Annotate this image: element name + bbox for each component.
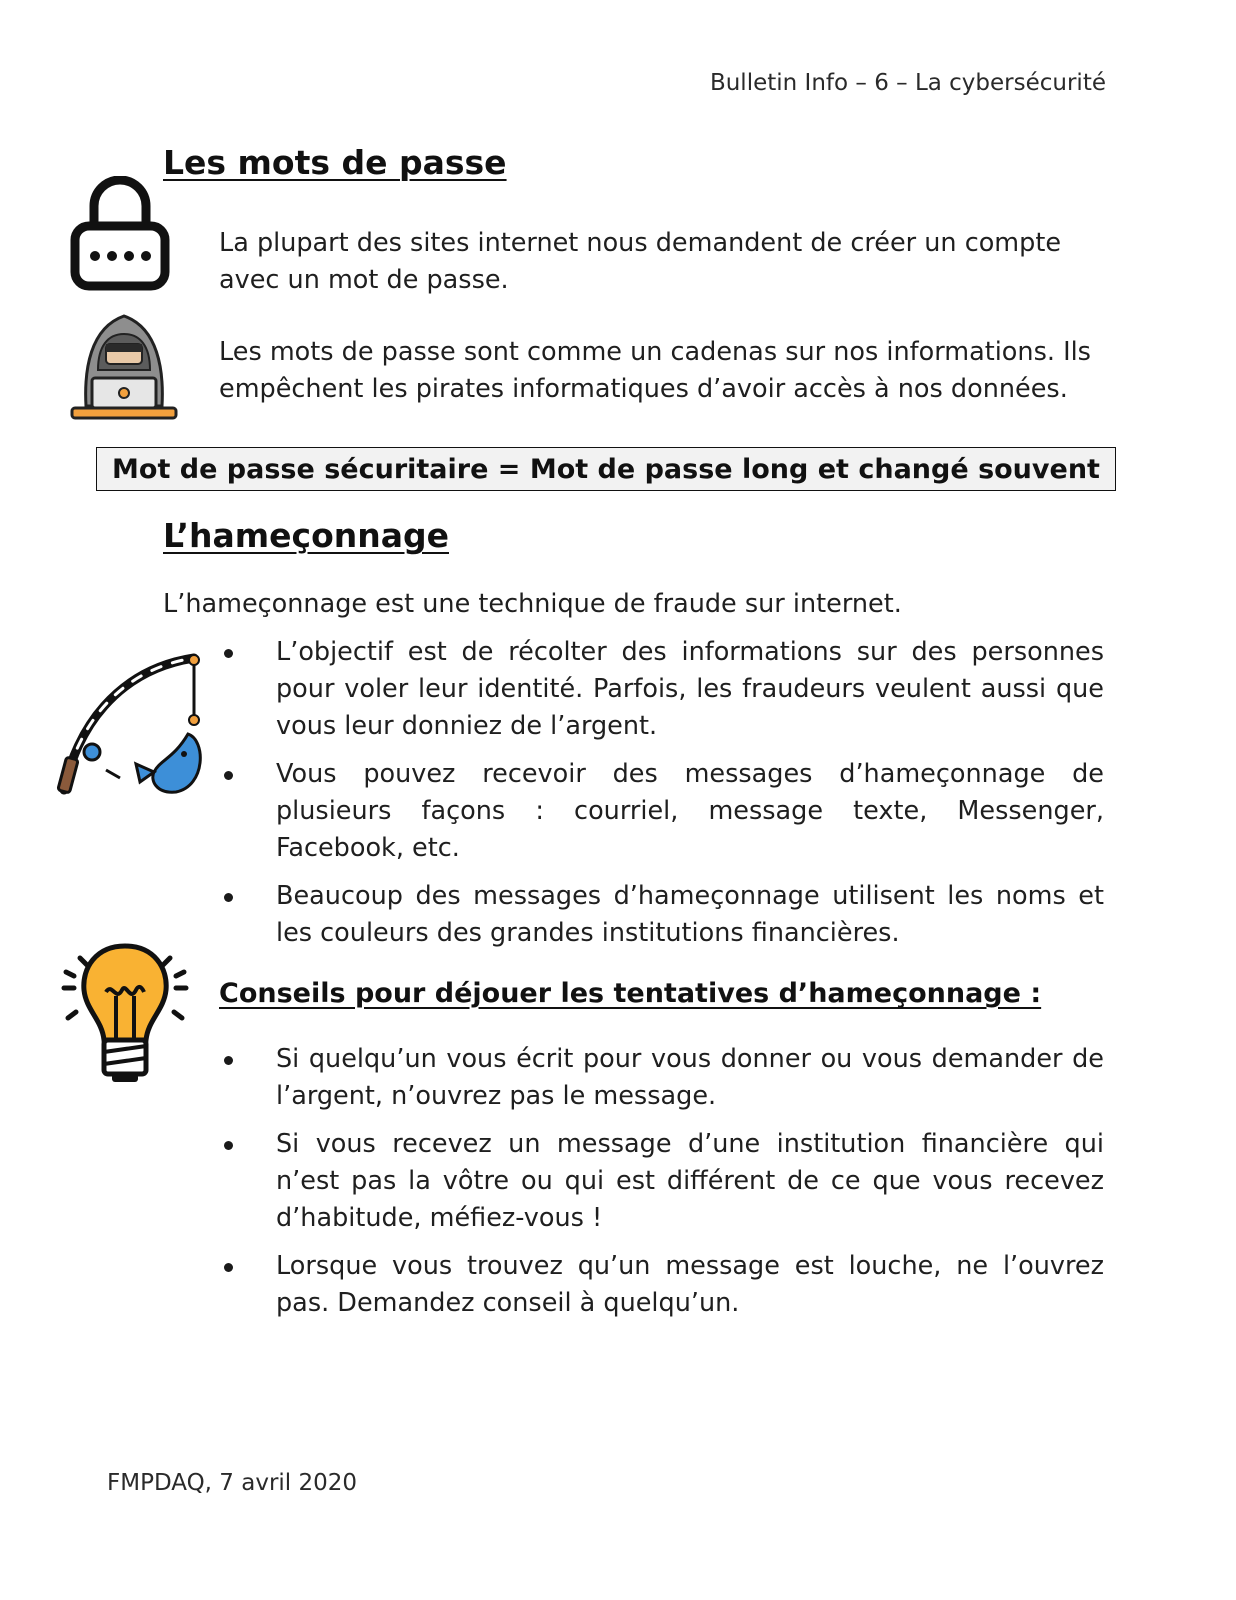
page-header: Bulletin Info – 6 – La cybersécurité	[709, 70, 1106, 96]
tips-title: Conseils pour déjouer les tentatives d’hameçonnage :	[219, 978, 1042, 1009]
bullet-dot	[224, 771, 233, 780]
bullet-dot	[224, 1056, 233, 1065]
page-footer: FMPDAQ, 7 avril 2020	[107, 1470, 358, 1496]
password-callout-box: Mot de passe sécuritaire = Mot de passe long et changé souvent	[96, 447, 1116, 491]
section-title-phishing: L’hameçonnage	[163, 516, 449, 555]
bullet-dot	[224, 1263, 233, 1272]
bullet-dot	[224, 1141, 233, 1150]
phishing-intro: L’hameçonnage est une technique de fraude sur internet.	[163, 589, 902, 619]
padlock-icon	[68, 176, 172, 292]
list-item: Si quelqu’un vous écrit pour vous donner ou vous demander de l’argent, n’ouvrez pas le message.	[219, 1041, 1104, 1115]
fishing-rod-icon	[56, 650, 206, 800]
passwords-paragraph-2: Les mots de passe sont comme un cadenas sur nos informations. Ils empêchent les pirates informatiques d’avoir accès à nos données.	[219, 337, 1091, 404]
list-item: Lorsque vous trouvez qu’un message est louche, ne l’ouvrez pas. Demandez conseil à quelqu’un.	[219, 1248, 1104, 1322]
list-item: Si vous recevez un message d’une institution financière qui n’est pas la vôtre ou qui est différent de ce que vous recevez d’habitude, méfiez-vous !	[219, 1126, 1104, 1237]
list-item: Beaucoup des messages d’hameçonnage utilisent les noms et les couleurs des grandes institutions financières.	[219, 878, 1104, 952]
list-item: Vous pouvez recevoir des messages d’hameçonnage de plusieurs façons : courriel, message texte, Messenger, Facebook, etc.	[219, 756, 1104, 867]
section-title-passwords: Les mots de passe	[163, 143, 507, 182]
passwords-paragraph-1: La plupart des sites internet nous demandent de créer un compte avec un mot de passe.	[219, 228, 1062, 295]
tips-bullet-list	[219, 1041, 1104, 1333]
phishing-bullet-list	[219, 634, 1104, 963]
list-item: L’objectif est de récolter des informations sur des personnes pour voler leur identité. Parfois, les fraudeurs veulent aussi que vous leur donniez de l’argent.	[219, 634, 1104, 745]
bullet-dot	[224, 893, 233, 902]
bullet-dot	[224, 649, 233, 658]
hacker-icon	[68, 310, 180, 422]
lightbulb-icon	[60, 940, 190, 1088]
